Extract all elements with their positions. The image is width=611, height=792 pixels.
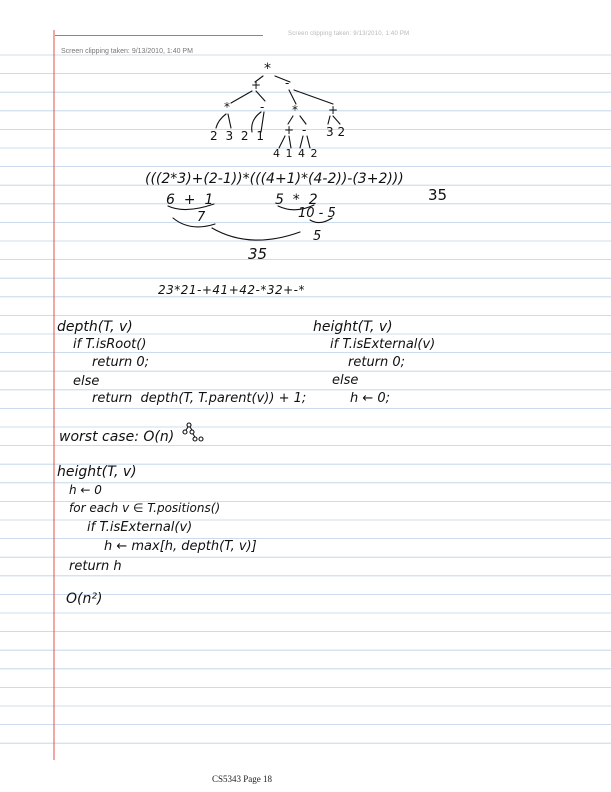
tree-leaves-left: 2 3 2 1 xyxy=(210,129,266,143)
depth-signature: depth(T, v) xyxy=(57,319,133,335)
eval-seven: 7 xyxy=(197,210,206,225)
tree-leaves-mid: 4 1 4 2 xyxy=(273,147,319,160)
eval-total: 35 xyxy=(248,245,268,263)
height-return-zero-right: return 0; xyxy=(348,355,406,370)
height-signature: height(T, v) xyxy=(57,464,137,480)
eval-six-plus-one: 6 + 1 xyxy=(166,192,214,208)
screen-clipping-caption: Screen clipping taken: 9/13/2010, 1:40 PM xyxy=(61,48,193,55)
expression-result: 35 xyxy=(428,186,448,204)
depth-else: else xyxy=(73,374,100,389)
height-max-update: h ← max[h, depth(T, v)] xyxy=(104,539,257,554)
eval-ten-minus-five: 10 - 5 xyxy=(298,206,336,221)
tree-node-plus: + xyxy=(251,78,262,92)
faded-header-text: Screen clipping taken: 9/13/2010, 1:40 PM xyxy=(288,31,410,37)
tree-node-minus-low: - xyxy=(302,123,307,137)
infix-expression: (((2*3)+(2-1))*(((4+1)*(4-2))-(3+2))) xyxy=(145,171,404,187)
height-else-right: else xyxy=(332,373,359,388)
height-signature-right: height(T, v) xyxy=(313,319,393,335)
complexity-note: O(n²) xyxy=(66,591,103,607)
tree-node-times-left: * xyxy=(224,100,230,114)
tree-node-plus-right: + xyxy=(328,103,339,117)
height-for-each: for each v ∈ T.positions() xyxy=(69,501,221,515)
tree-leaves-right: 3 2 xyxy=(326,125,346,139)
tree-node-minus: - xyxy=(285,76,290,90)
eval-five: 5 xyxy=(313,229,322,244)
height-if-external: if T.isExternal(v) xyxy=(87,520,193,535)
postfix-expression: 23*21-+41+42-*32+-* xyxy=(158,283,306,297)
depth-if-root: if T.isRoot() xyxy=(73,337,147,352)
page-footer: CS5343 Page 18 xyxy=(212,774,273,784)
height-if-external-right: if T.isExternal(v) xyxy=(330,337,436,352)
eval-five-times-two: 5 * 2 xyxy=(275,192,318,208)
tree-root: * xyxy=(264,61,271,77)
tree-node-plus-low: + xyxy=(284,123,295,137)
tree-node-minus-left: - xyxy=(260,100,265,114)
height-init-right: h ← 0; xyxy=(350,391,391,406)
height-init: h ← 0 xyxy=(69,483,102,497)
depth-recursive-return: return depth(T, T.parent(v)) + 1; xyxy=(92,391,307,406)
depth-return-zero: return 0; xyxy=(92,355,150,370)
worst-case-note: worst case: O(n) xyxy=(59,429,175,445)
tree-node-times-mid: * xyxy=(292,103,298,117)
height-return: return h xyxy=(69,559,122,574)
